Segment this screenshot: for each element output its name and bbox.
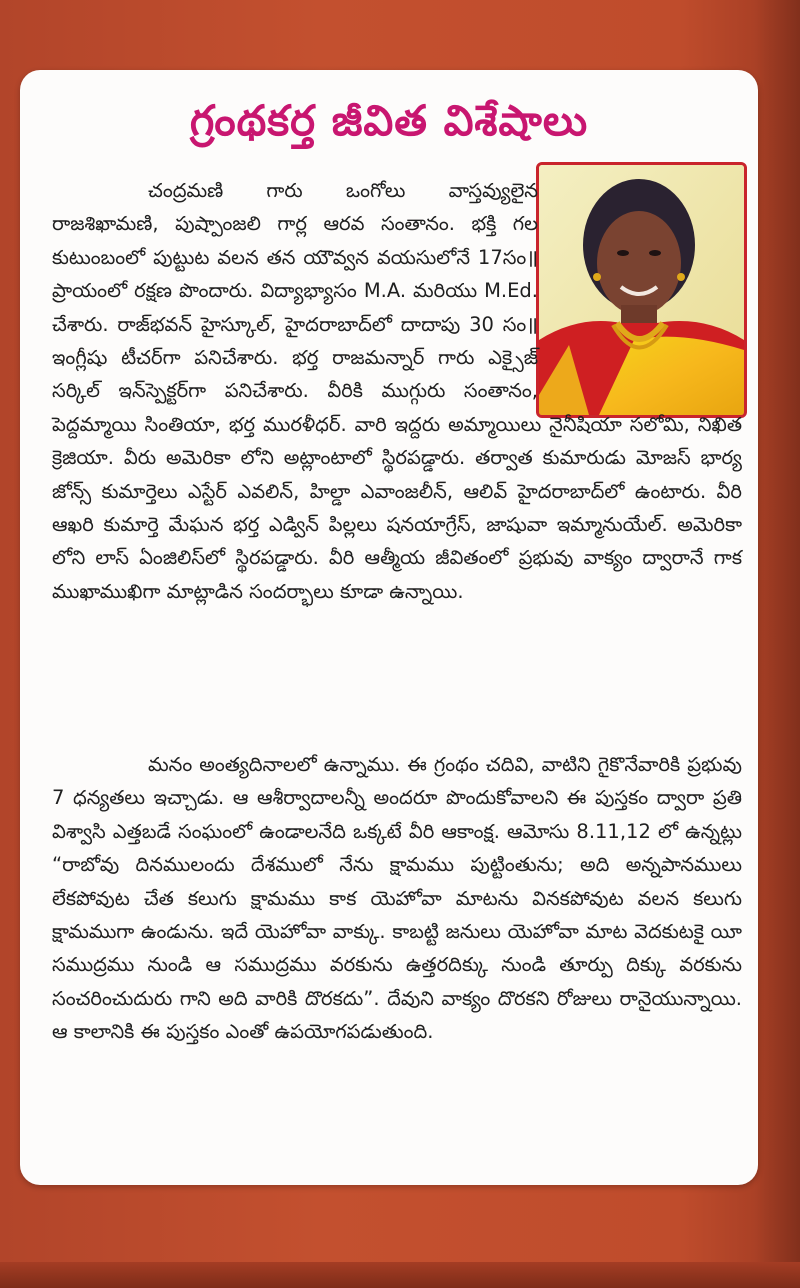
biography-text: చంద్రమణి గారు ఒంగోలు వాస్తవ్యులైన రాజశిఖామణి, పుష్పాంజలి గార్ల ఆరవ సంతానం. భక్తి గల కుటుంబంలో పుట్టుట వలన తన యౌవ్వన వయసులోనే 17సం॥ ప్రాయంలో రక్షణ పొందారు. విద్యాభ్యాసం M.A. మరియు M.Ed. చేశారు. రాజ్‌భవన్ హైస్కూల్, హైదరాబాద్‌లో దాదాపు 30 సం॥ ఇంగ్లీషు టీచర్‌గా పనిచేశారు. భర్త రాజమన్నార్ గారు ఎక్సైజ్ సర్కిల్ ఇన్‌స్పెక్టర్‌గా పనిచేశారు. వీరికి ముగ్గురు సంతానం, పెద్దమ్మాయి సింతియా, భర్త మురళీధర్. వారి ఇద్దరు అమ్మాయిలు నైనీషియా సలోమి, నిఖిత క్రెజియా. వీరు అమెరికా లోని అట్లాంటాలో స్థిరపడ్డారు. తర్వాత కుమారుడు మోజస్ భార్య జోన్స్ కుమార్తెలు ఎస్టేర్ ఎవలిన్, హిల్డా ఎవాంజలీన్, ఆలివ్ హైదరాబాద్‌లో ఉంటారు. వీరి ఆఖరి కుమార్తె మేఘన భర్త ఎడ్విన్ పిల్లలు షనయాగ్రేస్, జాషువా ఇమ్మానుయేల్. అమెరికా లోని లాస్ ఏంజిలిస్‌లో స్థిరపడ్డారు. వీరి ఆత్మీయ జీవితంలో ప్రభువు వాక్యం ద్వారానే గాక ముఖాముఖిగా మాట్లాడిన సందర్భాలు కూడా ఉన్నాయి. xyxy=(52,179,742,603)
biography-paragraph xyxy=(52,174,742,608)
book-bottom-edge xyxy=(0,1262,800,1288)
photo-text-wrap xyxy=(546,174,742,398)
book-spine-shadow xyxy=(754,0,800,1288)
page-title: గ్రంథకర్త జీవిత విశేషాలు xyxy=(189,96,589,145)
content-card xyxy=(20,70,758,1185)
purpose-paragraph: మనం అంత్యదినాలలో ఉన్నాము. ఈ గ్రంథం చదివి, వాటిని గైకొనేవారికి ప్రభువు 7 ధన్యతలు ఇచ్చాడు. ఆ ఆశీర్వాదాలన్నీ అందరూ పొందుకోవాలని ఈ పుస్తకం ద్వారా ప్రతి విశ్వాసి ఎత్తబడే సంఘంలో ఉండాలనేది ఒక్కటే వీరి ఆకాంక్ష. ఆమోసు 8.11,12 లో ఉన్నట్లు “రాబోవు దినములందు దేశములో నేను క్షామము పుట్టింతును; అది అన్నపానములు లేకపోవుట చేత కలుగు క్షామము కాక యెహోవా మాటను వినకపోవుట వలన కలుగు క్షామముగా ఉండును. ఇదే యెహోవా వాక్కు. కాబట్టి జనులు యెహోవా మాట వెదకుటకై యీ సముద్రము నుండి ఆ సముద్రము వరకును ఉత్తరదిక్కు నుండి తూర్పు దిక్కు వరకును సంచరించుదురు గాని అది వారికి దొరకదు”. దేవుని వాక్యం దొరకని రోజులు రానైయున్నాయి. ఆ కాలానికి ఈ పుస్తకం ఎంతో ఉపయోగపడుతుంది. xyxy=(52,753,742,1044)
